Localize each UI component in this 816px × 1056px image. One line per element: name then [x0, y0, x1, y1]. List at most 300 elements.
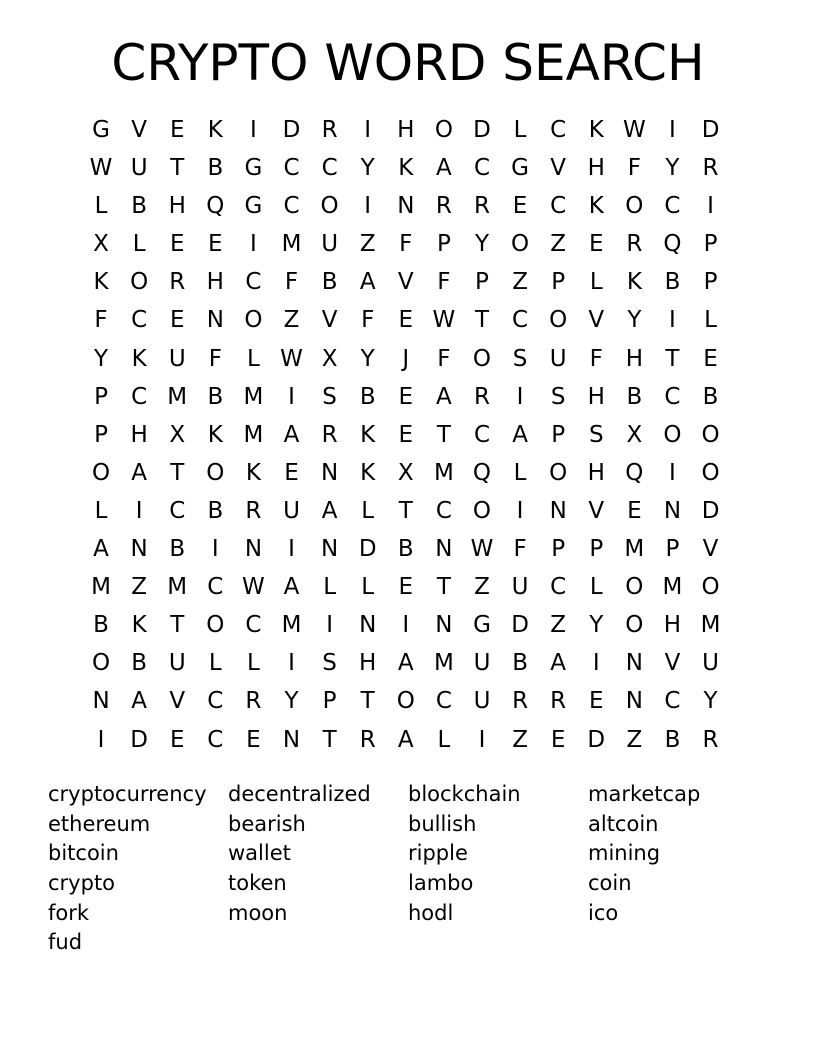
grid-letter: M — [243, 421, 264, 448]
grid-letter: D — [587, 726, 606, 753]
grid-letter: B — [664, 726, 681, 753]
grid-letter: W — [242, 574, 265, 601]
grid-letter: O — [434, 117, 453, 143]
grid-letter: C — [664, 688, 681, 715]
grid-letter: T — [170, 612, 185, 639]
grid-letter: B — [626, 383, 643, 410]
grid-letter: Z — [512, 726, 528, 753]
grid-letter: D — [511, 612, 529, 639]
grid-letter: I — [288, 536, 295, 563]
grid-letter: O — [472, 345, 492, 372]
grid-letter: C — [245, 269, 262, 296]
word-list-item: ethereum — [48, 811, 151, 836]
grid-letter: R — [702, 726, 719, 753]
grid-letter: I — [288, 383, 295, 410]
grid-letter: L — [247, 345, 260, 372]
grid-letter: Z — [131, 574, 148, 601]
grid-letter: U — [283, 497, 300, 524]
grid-letter: K — [360, 421, 376, 448]
grid-letter: I — [516, 383, 524, 410]
grid-letter: E — [588, 231, 604, 258]
grid-letter: N — [549, 497, 567, 524]
grid-letter: E — [169, 117, 185, 143]
grid-letter: I — [288, 650, 295, 677]
grid-letter: Y — [474, 231, 490, 258]
word-list-item: decentralized — [228, 782, 371, 806]
grid-letter: G — [244, 193, 263, 220]
grid-letter: Y — [665, 155, 680, 182]
grid-letter: A — [436, 155, 452, 182]
grid-letter: E — [398, 574, 414, 601]
grid-letter: U — [702, 650, 719, 677]
grid-letter: A — [550, 650, 567, 677]
grid-letter: V — [588, 497, 605, 524]
grid-letter: H — [587, 155, 605, 182]
grid-letter: K — [245, 459, 261, 486]
grid-letter: N — [435, 612, 453, 639]
grid-letter: L — [247, 650, 260, 677]
grid-letter: E — [169, 726, 185, 753]
grid-letter: X — [397, 459, 414, 486]
grid-letter: V — [702, 536, 719, 563]
grid-letter: R — [359, 726, 376, 753]
grid-letter: Z — [550, 612, 567, 639]
grid-letter: F — [208, 345, 222, 372]
grid-letter: G — [511, 155, 529, 182]
grid-letter: O — [625, 612, 644, 639]
grid-letter: B — [664, 269, 681, 296]
grid-letter: C — [131, 383, 148, 410]
grid-letter: F — [589, 345, 603, 372]
grid-letter: U — [321, 231, 339, 258]
grid-letter: U — [168, 345, 186, 372]
grid-letter: C — [664, 383, 681, 410]
grid-letter: O — [511, 231, 530, 258]
grid-letter: P — [551, 536, 566, 563]
grid-letter: K — [207, 117, 223, 143]
grid-letter: E — [284, 459, 299, 486]
grid-letter: T — [360, 688, 375, 715]
word-list-item: fork — [48, 900, 90, 925]
grid-letter: L — [94, 193, 108, 220]
grid-letter: M — [433, 650, 454, 677]
grid-letter: O — [549, 459, 568, 486]
grid-letter: N — [92, 688, 110, 715]
grid-letter: A — [131, 459, 147, 486]
grid-letter: V — [397, 269, 414, 296]
grid-letter: T — [170, 459, 185, 486]
grid-letter: K — [626, 269, 642, 296]
grid-letter: Y — [589, 612, 604, 639]
grid-letter: I — [669, 459, 676, 486]
grid-letter: B — [93, 612, 109, 639]
grid-letter: B — [702, 383, 719, 410]
grid-letter: R — [512, 688, 529, 715]
grid-letter: Y — [627, 307, 642, 334]
grid-letter: H — [168, 193, 186, 220]
grid-letter: B — [359, 383, 376, 410]
word-list-item: bullish — [408, 811, 477, 836]
grid-letter: M — [700, 612, 721, 639]
grid-letter: I — [135, 497, 143, 524]
grid-letter: P — [94, 421, 108, 448]
grid-letter: L — [361, 497, 375, 524]
grid-letter: Z — [359, 231, 376, 258]
grid-letter: N — [321, 459, 339, 486]
grid-letter: C — [473, 155, 491, 182]
grid-letter: D — [130, 726, 148, 753]
grid-letter: R — [321, 117, 338, 143]
grid-letter: T — [436, 421, 451, 448]
grid-letter: C — [473, 421, 491, 448]
grid-letter: O — [244, 307, 263, 334]
grid-letter: I — [211, 536, 219, 563]
grid-letter: E — [398, 421, 414, 448]
grid-letter: R — [435, 193, 452, 220]
grid-letter: G — [92, 117, 110, 143]
grid-letter: A — [397, 650, 414, 677]
grid-letter: H — [587, 383, 605, 410]
grid-letter: I — [478, 726, 486, 753]
grid-letter: C — [207, 574, 224, 601]
grid-letter: P — [436, 231, 451, 258]
grid-letter: Z — [474, 574, 490, 601]
grid-letter: A — [131, 688, 147, 715]
grid-letter: M — [243, 383, 264, 410]
grid-letter: V — [588, 307, 605, 334]
grid-letter: B — [131, 193, 148, 220]
grid-letter: E — [588, 688, 604, 715]
grid-letter: B — [169, 536, 186, 563]
grid-letter: I — [402, 612, 410, 639]
grid-letter: D — [701, 497, 720, 524]
grid-letter: A — [283, 421, 300, 448]
grid-letter: D — [358, 536, 377, 563]
grid-letter: X — [321, 345, 338, 372]
word-list-item: lambo — [408, 871, 474, 896]
grid-letter: Z — [512, 269, 528, 296]
word-list-item: crypto — [48, 871, 116, 896]
grid-letter: F — [94, 307, 108, 334]
grid-letter: N — [130, 536, 148, 563]
grid-letter: N — [435, 536, 453, 563]
grid-letter: E — [703, 345, 718, 372]
grid-letter: H — [130, 421, 148, 448]
grid-letter: T — [170, 155, 185, 182]
grid-letter: A — [397, 726, 414, 753]
grid-letter: F — [513, 536, 527, 563]
grid-letter: B — [131, 650, 148, 677]
grid-letter: E — [398, 383, 414, 410]
grid-letter: T — [665, 345, 680, 372]
grid-letter: L — [513, 117, 527, 143]
grid-letter: O — [625, 574, 644, 601]
grid-letter: P — [589, 536, 604, 563]
grid-letter: A — [283, 574, 300, 601]
grid-letter: O — [625, 193, 644, 220]
grid-letter: T — [322, 726, 337, 753]
grid-letter: D — [701, 117, 720, 143]
grid-letter: E — [512, 193, 528, 220]
grid-letter: I — [250, 231, 257, 258]
grid-letter: V — [321, 307, 338, 334]
grid-letter: P — [703, 269, 718, 296]
grid-letter: O — [130, 269, 149, 296]
grid-letter: A — [359, 269, 376, 296]
grid-letter: A — [93, 536, 109, 563]
letter-grid — [82, 111, 730, 759]
grid-letter: L — [323, 574, 337, 601]
grid-letter: D — [473, 117, 491, 143]
grid-letter: U — [549, 345, 567, 372]
word-list-item: token — [228, 871, 287, 896]
grid-letter: L — [361, 574, 375, 601]
grid-letter: A — [512, 421, 528, 448]
grid-letter: B — [207, 383, 224, 410]
grid-letter: W — [432, 307, 456, 334]
grid-letter: F — [399, 231, 413, 258]
grid-letter: O — [472, 497, 492, 524]
grid-letter: E — [627, 497, 642, 524]
grid-letter: L — [208, 650, 222, 677]
grid-letter: Z — [550, 231, 567, 258]
word-list-item: ripple — [408, 841, 468, 866]
grid-letter: H — [206, 269, 224, 296]
page-title: CRYPTO WORD SEARCH — [111, 34, 705, 92]
grid-letter: O — [91, 459, 111, 486]
grid-letter: O — [206, 612, 225, 639]
grid-letter: Y — [94, 345, 109, 372]
grid-letter: C — [131, 307, 148, 334]
grid-letter: L — [437, 726, 451, 753]
grid-letter: N — [625, 688, 643, 715]
grid-letter: E — [550, 726, 566, 753]
word-list-item: hodl — [408, 900, 454, 925]
grid-letter: C — [283, 155, 300, 182]
word-list-item: altcoin — [588, 811, 659, 836]
grid-letter: G — [244, 155, 263, 182]
grid-letter: L — [132, 231, 146, 258]
grid-letter: J — [402, 345, 410, 372]
grid-letter: O — [91, 650, 111, 677]
grid-letter: P — [665, 536, 680, 563]
word-list-item: bitcoin — [48, 841, 119, 866]
word-list — [48, 779, 768, 957]
grid-letter: N — [359, 612, 377, 639]
grid-letter: F — [284, 269, 299, 296]
grid-letter: I — [364, 117, 372, 143]
word-list-item: fud — [48, 930, 83, 955]
grid-letter: N — [321, 536, 339, 563]
grid-letter: T — [436, 574, 451, 601]
grid-letter: N — [397, 193, 415, 220]
grid-letter: S — [512, 345, 528, 372]
grid-letter: M — [662, 574, 683, 601]
grid-letter: L — [513, 459, 527, 486]
grid-letter: Y — [360, 155, 375, 182]
grid-letter: E — [169, 307, 185, 334]
grid-letter: G — [473, 612, 491, 639]
grid-letter: O — [320, 193, 339, 220]
grid-letter: E — [398, 307, 414, 334]
grid-letter: K — [398, 155, 414, 182]
grid-letter: P — [94, 383, 108, 410]
grid-letter: L — [589, 574, 603, 601]
grid-letter: H — [663, 612, 682, 639]
grid-letter: R — [473, 193, 490, 220]
grid-letter: V — [550, 155, 567, 182]
grid-letter: S — [588, 421, 604, 448]
grid-letter: B — [207, 155, 224, 182]
grid-letter: L — [94, 497, 108, 524]
grid-letter: U — [168, 650, 186, 677]
grid-letter: C — [435, 688, 452, 715]
grid-letter: K — [93, 269, 109, 296]
grid-letter: L — [704, 307, 717, 334]
grid-letter: Y — [703, 688, 718, 715]
word-list-item: bearish — [228, 811, 306, 836]
grid-letter: X — [93, 231, 109, 258]
grid-letter: K — [588, 193, 604, 220]
grid-letter: U — [511, 574, 529, 601]
grid-letter: R — [702, 155, 719, 182]
grid-letter: O — [701, 421, 720, 448]
grid-letter: Y — [360, 345, 375, 372]
grid-letter: R — [473, 383, 490, 410]
grid-letter: H — [587, 459, 605, 486]
grid-letter: W — [89, 155, 113, 182]
grid-letter: Z — [283, 307, 300, 334]
grid-letter: U — [473, 650, 491, 677]
word-list-item: mining — [588, 841, 661, 866]
grid-letter: R — [245, 688, 262, 715]
grid-letter: M — [91, 574, 111, 601]
grid-letter: C — [550, 574, 567, 601]
grid-letter: B — [321, 269, 338, 296]
grid-letter: N — [282, 726, 301, 753]
grid-letter: R — [626, 231, 643, 258]
grid-letter: V — [131, 117, 147, 143]
grid-letter: N — [625, 650, 643, 677]
grid-letter: M — [624, 536, 645, 563]
grid-letter: S — [322, 650, 337, 677]
word-list-item: moon — [228, 900, 288, 925]
grid-letter: Q — [625, 459, 644, 486]
grid-letter: I — [326, 612, 333, 639]
grid-letter: E — [246, 726, 261, 753]
grid-letter: M — [281, 612, 302, 639]
grid-letter: B — [397, 536, 414, 563]
grid-letter: O — [206, 459, 225, 486]
word-list-item: ico — [588, 900, 619, 925]
grid-letter: Q — [663, 231, 682, 258]
grid-letter: H — [625, 345, 643, 372]
grid-letter: X — [169, 421, 186, 448]
grid-letter: F — [627, 155, 641, 182]
grid-letter: I — [707, 193, 714, 220]
grid-letter: O — [701, 459, 720, 486]
grid-letter: D — [282, 117, 301, 143]
grid-letter: T — [398, 497, 413, 524]
grid-letter: H — [397, 117, 415, 143]
grid-letter: C — [321, 155, 338, 182]
grid-letter: P — [475, 269, 489, 296]
grid-letter: N — [206, 307, 224, 334]
grid-letter: C — [435, 497, 452, 524]
grid-letter: C — [550, 117, 567, 143]
grid-letter: C — [207, 688, 224, 715]
grid-letter: U — [473, 688, 491, 715]
grid-letter: C — [550, 193, 567, 220]
grid-letter: B — [207, 497, 224, 524]
grid-letter: M — [433, 459, 454, 486]
grid-letter: Q — [472, 459, 492, 486]
grid-letter: R — [169, 269, 186, 296]
grid-letter: K — [588, 117, 604, 143]
grid-letter: C — [283, 193, 300, 220]
grid-letter: W — [622, 117, 646, 143]
grid-letter: C — [512, 307, 529, 334]
grid-letter: L — [589, 269, 603, 296]
grid-letter: I — [516, 497, 524, 524]
grid-letter: I — [364, 193, 372, 220]
grid-letter: Y — [284, 688, 299, 715]
grid-letter: O — [396, 688, 415, 715]
grid-letter: O — [549, 307, 568, 334]
grid-letter: T — [474, 307, 490, 334]
grid-letter: K — [360, 459, 376, 486]
grid-letter: Q — [206, 193, 225, 220]
grid-letter: I — [669, 307, 676, 334]
grid-letter: C — [169, 497, 186, 524]
grid-letter: O — [663, 421, 682, 448]
word-list-item: wallet — [228, 841, 291, 866]
grid-letter: Z — [626, 726, 643, 753]
grid-letter: W — [280, 345, 303, 372]
grid-letter: S — [550, 383, 566, 410]
grid-letter: N — [244, 536, 263, 563]
grid-letter: X — [626, 421, 643, 448]
grid-letter: R — [245, 497, 262, 524]
grid-letter: R — [321, 421, 338, 448]
grid-letter: P — [322, 688, 337, 715]
grid-letter: O — [701, 574, 720, 601]
grid-letter: E — [169, 231, 185, 258]
grid-letter: P — [551, 421, 566, 448]
grid-letter: K — [131, 612, 147, 639]
grid-letter: F — [361, 307, 375, 334]
grid-letter: R — [550, 688, 567, 715]
word-list-item: coin — [588, 871, 632, 896]
grid-letter: F — [437, 345, 451, 372]
grid-letter: M — [167, 574, 188, 601]
grid-letter: P — [703, 231, 718, 258]
grid-letter: C — [207, 726, 224, 753]
grid-letter: K — [131, 345, 147, 372]
word-list-item: blockchain — [408, 782, 521, 806]
grid-letter: K — [207, 421, 223, 448]
grid-letter: U — [130, 155, 148, 182]
grid-letter: C — [245, 612, 262, 639]
grid-letter: F — [437, 269, 451, 296]
grid-letter: I — [97, 726, 105, 753]
grid-letter: V — [169, 688, 186, 715]
grid-letter: I — [592, 650, 600, 677]
grid-letter: N — [663, 497, 682, 524]
grid-letter: E — [208, 231, 223, 258]
grid-letter: W — [470, 536, 494, 563]
grid-letter: H — [359, 650, 377, 677]
